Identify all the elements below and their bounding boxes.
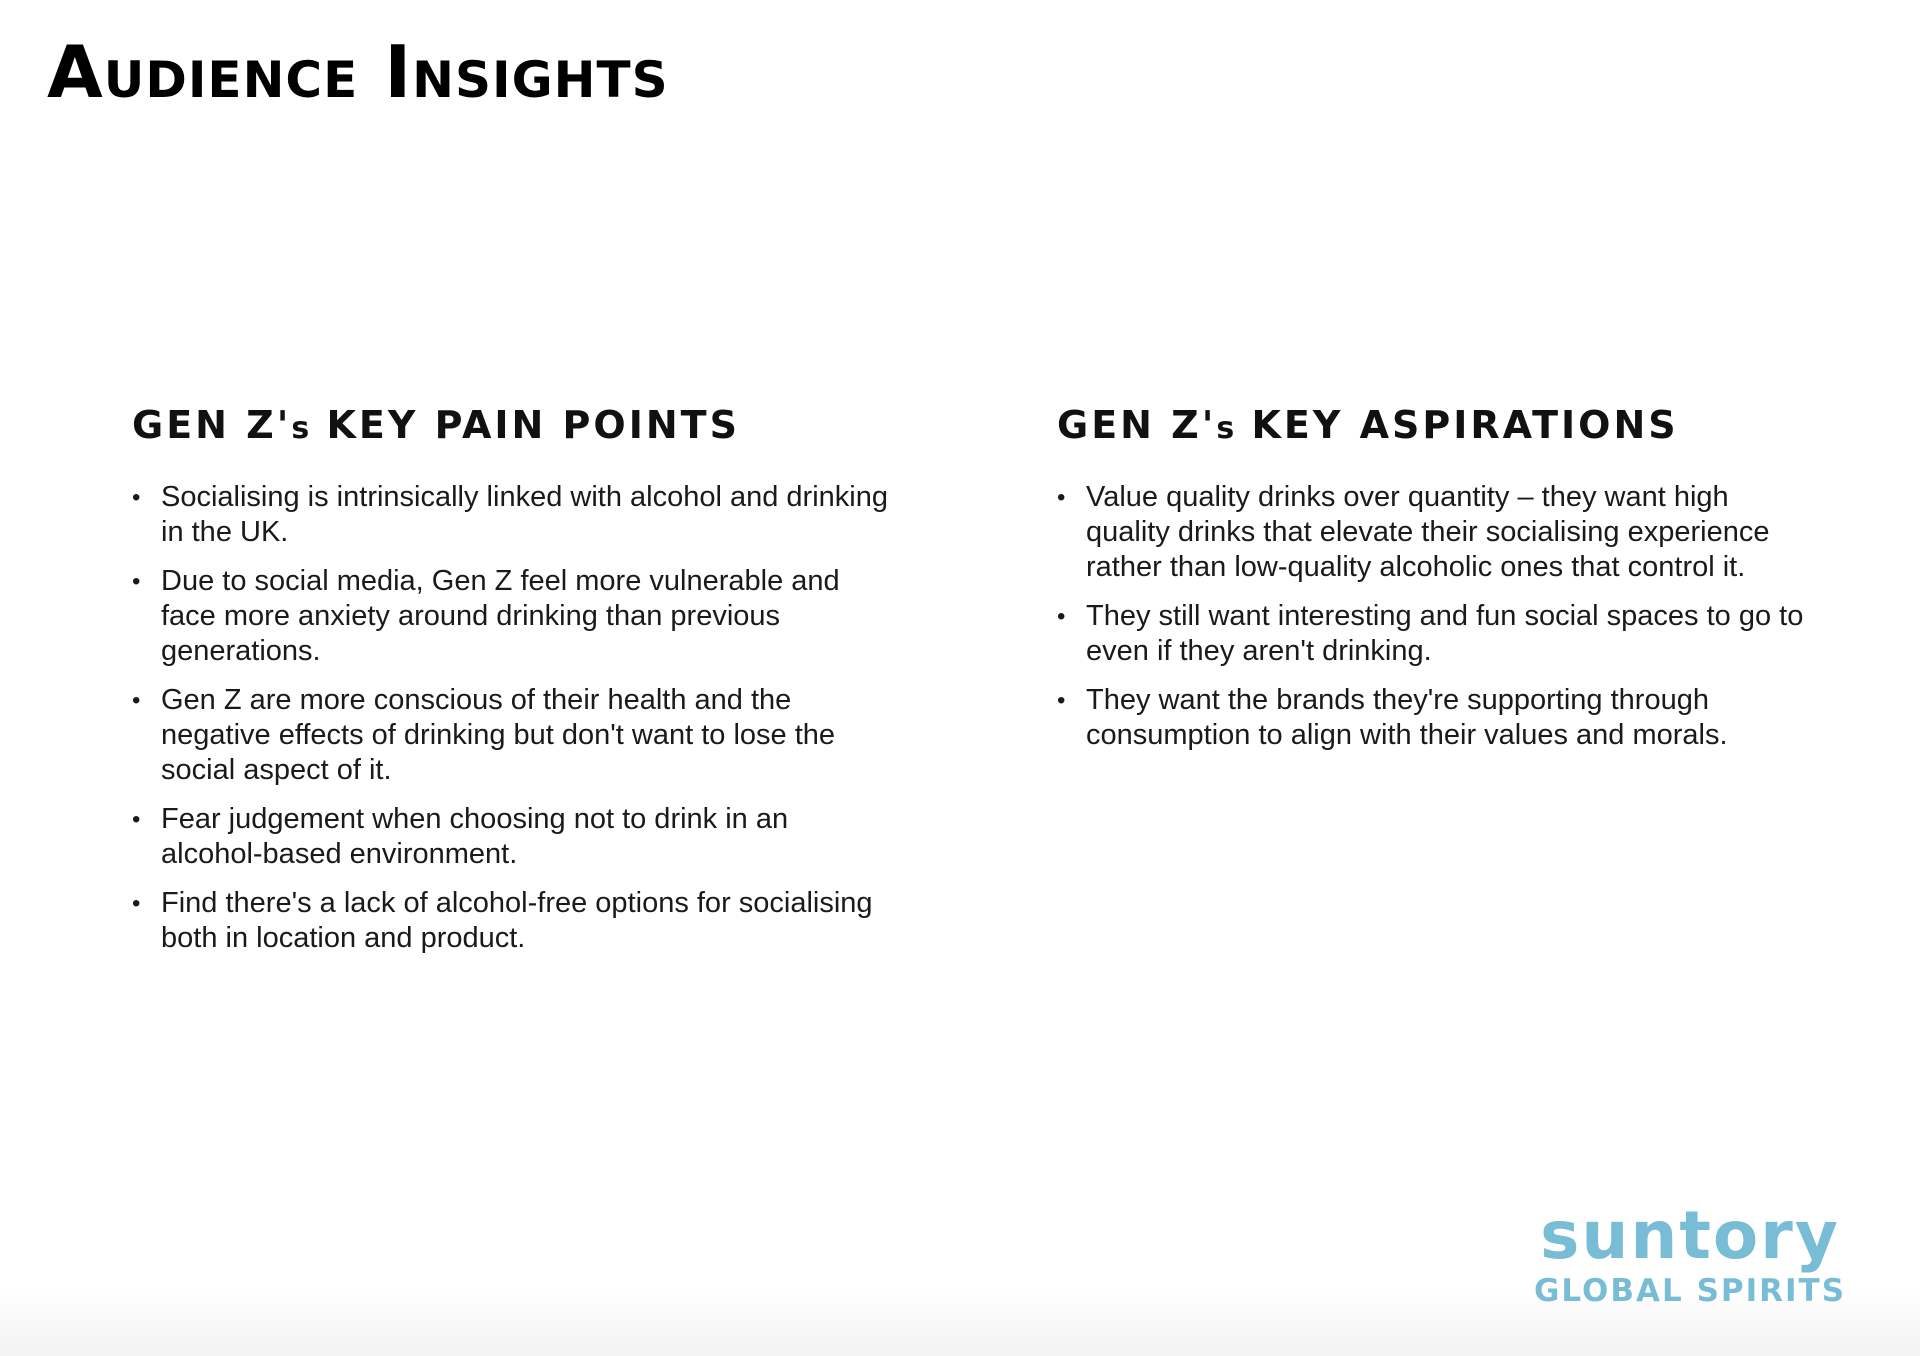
logo-wordmark: suntory — [1540, 1197, 1840, 1274]
aspirations-heading-s: s — [1216, 411, 1236, 446]
aspiration-item: • They want the brands they're supporting through consumption to align with their values and morals. — [1057, 683, 1817, 753]
aspirations-heading-prefix: GEN Z' — [1057, 403, 1217, 447]
pain-points-section — [132, 402, 892, 970]
pain-point-item: • Gen Z are more conscious of their health and the negative effects of drinking but don't want to lose the social aspect of it. — [132, 683, 892, 788]
aspirations-heading-suffix: KEY ASPIRATIONS — [1235, 403, 1679, 447]
pain-point-item: • Fear judgement when choosing not to drink in an alcohol-based environment. — [132, 802, 892, 872]
pain-points-heading-s: s — [291, 411, 311, 446]
page-title: Audience Insights — [47, 30, 669, 114]
aspiration-item: • Value quality drinks over quantity – they want high quality drinks that elevate their socialising experience rather than low-quality alcoholic ones that control it. — [1057, 480, 1817, 585]
pain-points-heading-suffix: KEY PAIN POINTS — [310, 403, 740, 447]
aspirations-heading — [1057, 402, 1817, 452]
suntory-logo — [1500, 1197, 1880, 1310]
aspirations-section — [1057, 402, 1817, 767]
pain-points-heading-prefix: GEN Z' — [132, 403, 292, 447]
aspiration-item: • They still want interesting and fun social spaces to go to even if they aren't drinking. — [1057, 599, 1817, 669]
pain-point-item: • Socialising is intrinsically linked with alcohol and drinking in the UK. — [132, 480, 892, 550]
logo-subtitle: GLOBAL SPIRITS — [1533, 1273, 1847, 1309]
aspirations-list — [1057, 480, 1817, 753]
pain-points-heading — [132, 402, 892, 452]
pain-point-item: • Due to social media, Gen Z feel more vulnerable and face more anxiety around drinking than previous generations. — [132, 564, 892, 669]
pain-point-item: • Find there's a lack of alcohol-free options for socialising both in location and product. — [132, 886, 892, 956]
pain-points-list — [132, 480, 892, 956]
